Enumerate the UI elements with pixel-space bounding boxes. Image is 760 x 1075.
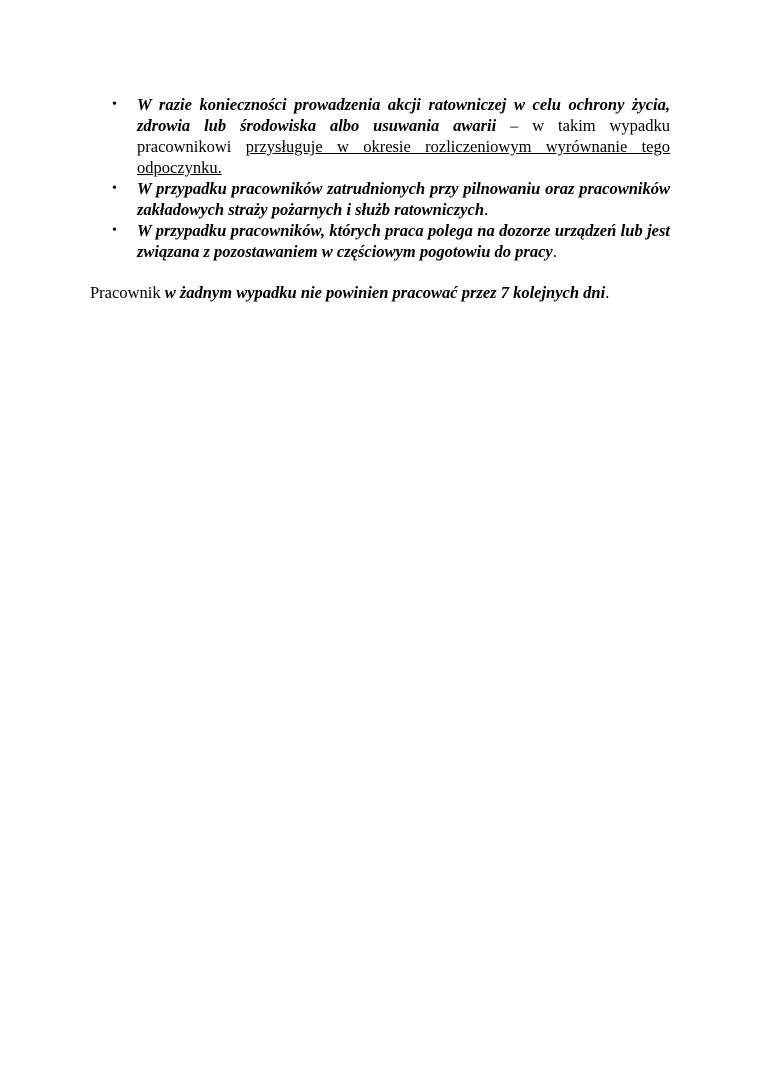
exceptions-list xyxy=(110,94,670,262)
item-text: – w takim wypadku pracownikowi xyxy=(137,116,671,156)
bullet-icon: • xyxy=(112,223,117,238)
item-underlined-text: przysługuje w okresie rozliczeniowym wyrównanie tego odpoczynku. xyxy=(137,137,670,177)
list-item xyxy=(110,178,670,220)
bullet-icon: • xyxy=(112,181,117,196)
item-emphasis: W razie konieczności prowadzenia akcji ratowniczej w celu ochrony życia, zdrowia lub środowiska albo usuwania awarii xyxy=(137,95,670,135)
item-emphasis: W przypadku pracowników zatrudnionych przy pilnowaniu oraz pracowników zakładowych straży pożarnych i służb ratowniczych xyxy=(137,179,670,219)
closing-paragraph xyxy=(90,282,690,303)
list-item xyxy=(110,94,670,178)
item-tail: . xyxy=(484,200,489,219)
item-emphasis: W przypadku pracowników, których praca polega na dozorze urządzeń lub jest związana z pozostawaniem w częściowym pogotowiu do pracy xyxy=(137,221,670,261)
closing-emphasis: w żadnym wypadku nie powinien pracować przez 7 kolejnych dni xyxy=(164,283,606,302)
bullet-icon: • xyxy=(112,97,117,112)
closing-tail: . xyxy=(605,283,610,302)
list-item xyxy=(110,220,670,262)
item-tail: . xyxy=(552,242,557,261)
closing-prefix: Pracownik xyxy=(90,283,165,302)
